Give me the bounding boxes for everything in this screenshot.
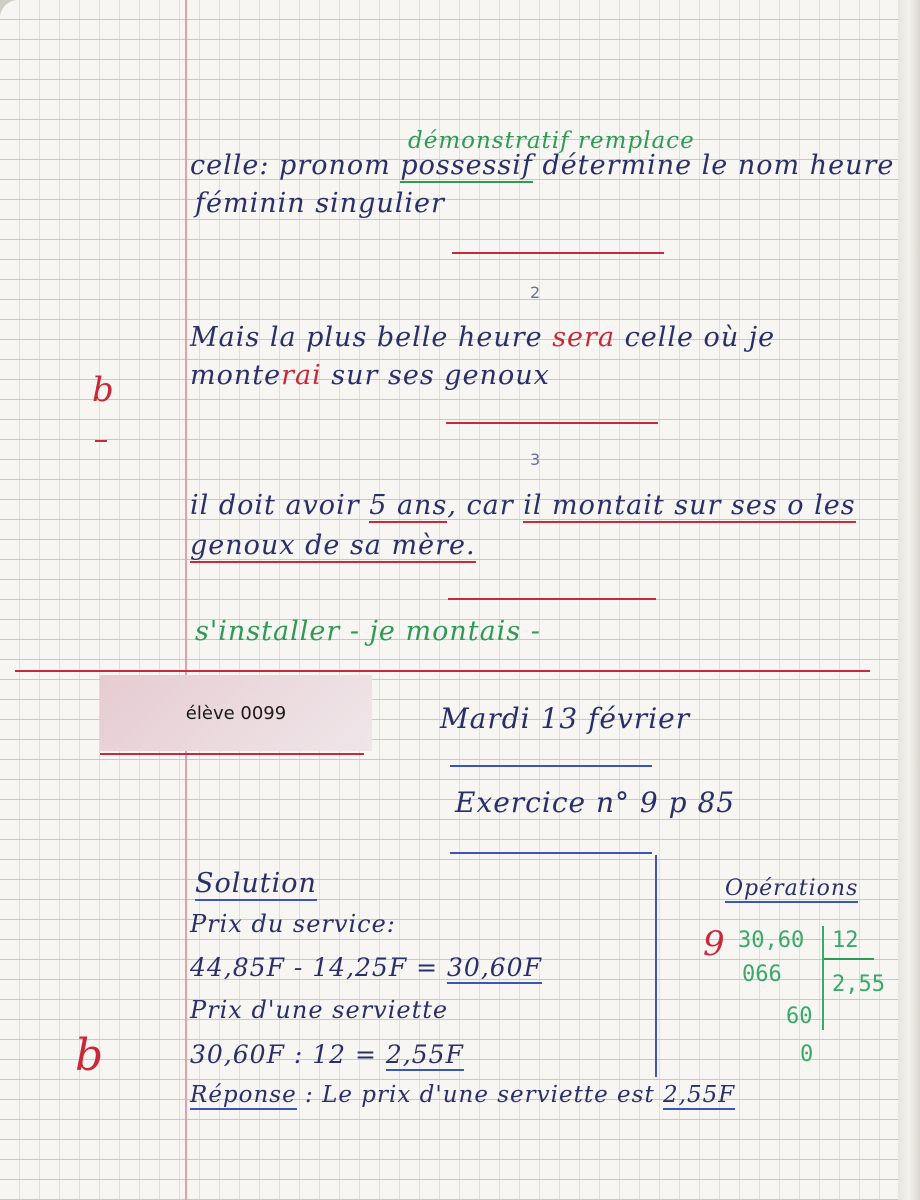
text-rai: rai xyxy=(281,360,322,391)
date-heading: Mardi 13 février xyxy=(440,702,691,735)
line-reponse xyxy=(190,1082,735,1108)
text-il-doit: il doit avoir xyxy=(190,490,370,521)
text-celle-ou: celle où je xyxy=(615,322,776,353)
operations-divider xyxy=(655,855,657,1077)
line-prix-serviette: Prix d'une serviette xyxy=(190,996,449,1024)
op-remainder-1: 066 xyxy=(742,962,782,987)
line-sinstaller: s'installer - je montais - xyxy=(195,616,541,647)
text-il-montait: il montait sur ses o les xyxy=(523,490,856,521)
line-prix-service: Prix du service: xyxy=(190,910,396,938)
student-label: élève 0099 xyxy=(100,675,372,751)
division-underline xyxy=(824,958,874,960)
day-separator xyxy=(15,670,870,672)
word-sera: sera xyxy=(552,322,616,353)
notebook-spine xyxy=(898,0,920,1200)
answer-value: 2,55F xyxy=(663,1082,736,1108)
text-division: 30,60F : 12 = xyxy=(190,1040,386,1069)
separator xyxy=(446,422,658,424)
word-possessif: possessif xyxy=(400,150,533,181)
line-genoux: genoux de sa mère. xyxy=(190,530,476,561)
grade-mark-1: b xyxy=(92,370,114,410)
separator xyxy=(448,598,656,600)
line-mais xyxy=(190,322,775,353)
result-2-55: 2,55F xyxy=(385,1040,464,1069)
exercise-heading: Exercice n° 9 p 85 xyxy=(455,786,736,819)
op-divisor: 12 xyxy=(832,928,859,953)
grade-mark-3: b xyxy=(75,1030,104,1081)
separator xyxy=(450,852,652,854)
number-2: 2 xyxy=(530,283,541,302)
label-underline xyxy=(100,753,364,755)
division-bar xyxy=(822,926,824,1030)
line-il-doit xyxy=(190,490,856,521)
margin-line xyxy=(185,0,187,1200)
text-pronom: : pronom xyxy=(259,150,401,181)
grade-mark-2: 9 xyxy=(703,924,725,964)
text-determine: détermine le nom heure xyxy=(532,150,895,181)
solution-heading: Solution xyxy=(195,868,317,899)
line-monterai xyxy=(190,360,550,391)
operations-heading: Opérations xyxy=(725,876,859,901)
word-5-ans: 5 ans xyxy=(369,490,448,521)
line-feminin: féminin singulier xyxy=(195,188,445,219)
text-answer: : Le prix d'une serviette est xyxy=(296,1082,663,1108)
separator xyxy=(450,765,652,767)
text-mais: Mais la plus belle heure xyxy=(190,322,553,353)
line-calc-2 xyxy=(190,1040,464,1069)
text-genoux: sur ses genoux xyxy=(321,360,550,391)
op-dividend: 30,60 xyxy=(738,928,805,953)
number-3: 3 xyxy=(530,450,541,469)
op-quotient: 2,55 xyxy=(832,972,885,997)
word-reponse: Réponse xyxy=(190,1082,297,1108)
correction-demonstratif: démonstratif remplace xyxy=(408,128,695,154)
separator xyxy=(452,252,664,254)
grade-dash xyxy=(95,440,107,442)
text-car: , car xyxy=(447,490,524,521)
line-calc-1 xyxy=(190,953,542,982)
line-celle xyxy=(190,150,894,181)
op-remainder-2: 60 xyxy=(786,1004,813,1029)
op-remainder-3: 0 xyxy=(800,1042,814,1067)
word-celle: celle xyxy=(190,150,260,181)
text-monte: monte xyxy=(190,360,282,391)
text-subtraction: 44,85F - 14,25F = xyxy=(190,953,448,982)
result-30-60: 30,60F xyxy=(447,953,542,982)
